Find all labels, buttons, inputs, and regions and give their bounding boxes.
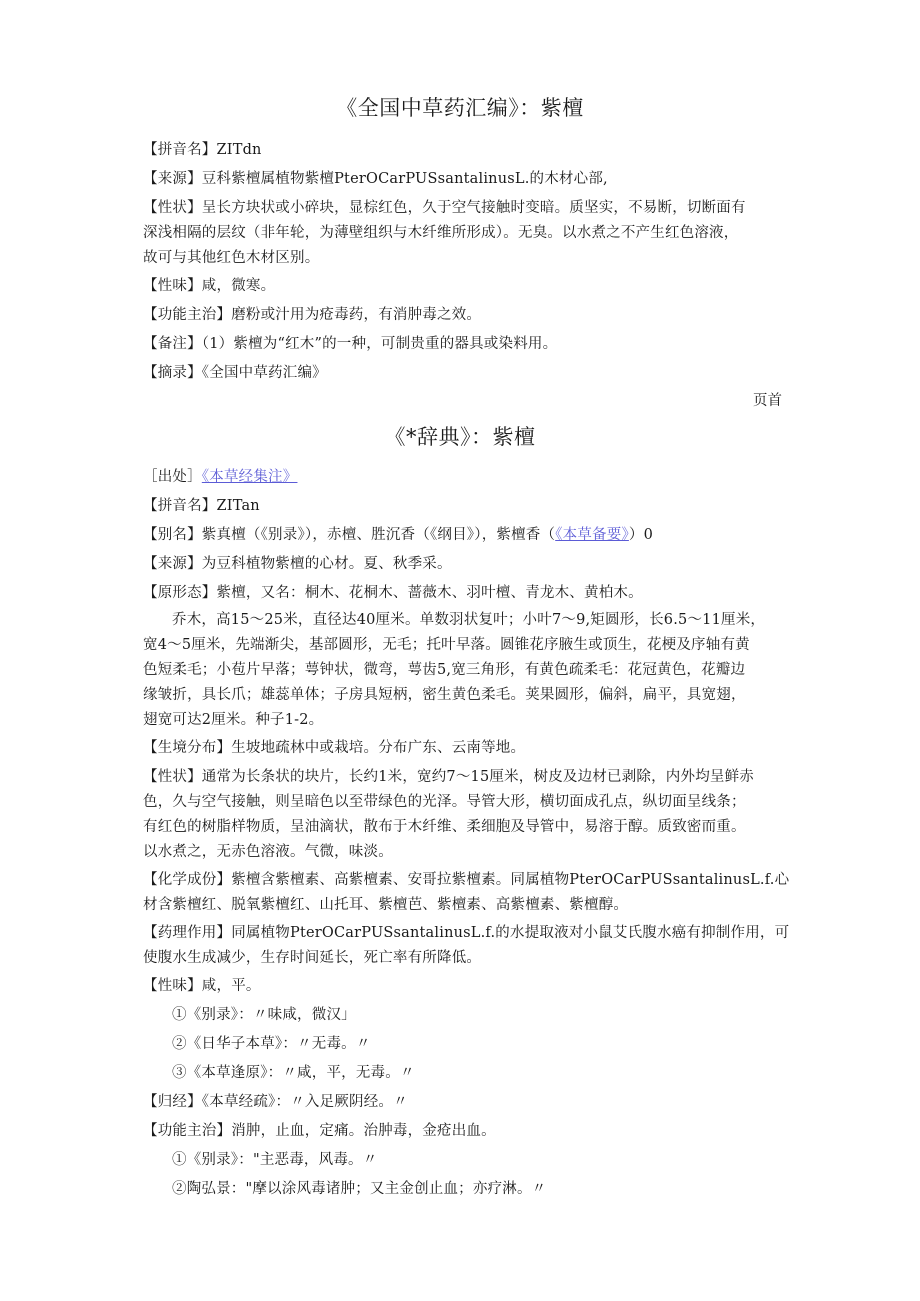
section-1-title: 《全国中草药汇编》：紫檀 [336, 96, 584, 120]
s2-morphology-3: 色短柔毛；小苞片早落；萼钟状，微弯，萼齿5,宽三角形，有黄色疏柔毛：花冠黄色，花瓣边 [143, 662, 746, 678]
s2-habitat: 【生境分布】生坡地疏林中或栽培。分布广东、云南等地。 [143, 740, 526, 756]
page-top-link[interactable]: 页首 [753, 393, 782, 409]
s2-alias-link[interactable]: 《本草备要》 [555, 527, 629, 543]
s2-pharmacology-1: 【药理作用】同属植物PterOCarPUSsantalinusL.f.的水提取液对小鼠艾氏腹水癌有抑制作用，可 [143, 925, 790, 941]
s1-pinyin: 【拼音名】ZITdn [143, 142, 262, 158]
s2-source-prefix: ［出处］ [143, 469, 202, 485]
s1-source: 【来源】豆科紫檀属植物紫檀PterOCarPUSsantalinusL.的木材心部, [143, 171, 608, 187]
s2-origin: 【来源】为豆科植物紫檀的心材。夏、秋季采。 [143, 556, 452, 572]
s2-morphology-4: 缘皱折，具长爪；雄蕊单体；子房具短柄，密生黄色柔毛。荚果圆形，偏斜，扁平，具宽翅， [143, 687, 746, 703]
s2-morphology-head: 【原形态】紫檀，又名：桐木、花桐木、蔷薇木、羽叶檀、青龙木、黄柏木。 [143, 585, 643, 601]
s1-remark: 【备注】（1）紫檀为“红木”的一种，可制贵重的器具或染料用。 [143, 336, 558, 352]
s2-source-link[interactable]: 《本草经集注》 [201, 469, 298, 485]
s1-function: 【功能主治】磨粉或汁用为疮毒药，有消肿毒之效。 [143, 307, 482, 323]
s2-character-4: 以水煮之，无赤色溶液。气微，味淡。 [143, 844, 393, 860]
s2-alias [143, 523, 653, 544]
s2-pharmacology-2: 使腹水生成减少，生存时间延长，死亡率有所降低。 [143, 950, 482, 966]
s2-morphology-5: 翅宽可达2厘米。种子1-2。 [143, 712, 324, 728]
s2-morphology-2: 宽4～5厘米，先端渐尖，基部圆形，无毛；托叶早落。圆锥花序腋生或顶生，花梗及序轴有黄 [143, 637, 750, 653]
s1-appearance-1: 【性状】呈长方块状或小碎块，显棕红色，久于空气接触时变暗。质坚实，不易断，切断面有 [143, 200, 746, 216]
s2-character-1: 【性状】通常为长条状的块片，长约1米，宽约7～15厘米，树皮及边材已剥除，内外均呈鲜赤 [143, 769, 754, 785]
s2-taste-quote-3: ③《本草逢原》：〃咸，平，无毒。〃 [172, 1065, 415, 1081]
s2-character-2: 色，久与空气接触，则呈暗色以至带绿色的光泽。导管大形，横切面成孔点，纵切面呈线条； [143, 794, 746, 810]
s2-morphology-1: 乔木，高15～25米，直径达40厘米。单数羽状复叶；小叶7～9,矩圆形，长6.5～11厘米， [172, 612, 766, 628]
s2-function-quote-2: ②陶弘景："摩以涂风毒诸肿；又主金创止血；亦疗淋。〃 [172, 1181, 547, 1197]
s1-taste: 【性味】咸，微寒。 [143, 278, 276, 294]
s2-alias-before: 【别名】紫真檀（《别录》），赤檀、胜沉香（《纲目》），紫檀香（ [143, 527, 556, 543]
s2-chemistry-2: 材含紫檀红、脱氧紫檀红、山托耳、紫檀芭、紫檀素、高紫檀素、紫檀醇。 [143, 897, 629, 913]
s1-excerpt: 【摘录】《全国中草药汇编》 [143, 365, 327, 381]
s1-appearance-3: 故可与其他红色木材区别。 [143, 250, 320, 266]
s2-taste: 【性味】咸，平。 [143, 978, 261, 994]
s2-function: 【功能主治】消肿，止血，定痛。治肿毒，金疮出血。 [143, 1123, 496, 1139]
s2-chemistry-1: 【化学成份】紫檀含紫檀素、高紫檀素、安哥拉紫檀素。同属植物PterOCarPUSsantalinusL.f.心 [143, 872, 790, 888]
s2-meridian: 【归经】《本草经疏》：〃入足厥阴经。〃 [143, 1094, 408, 1110]
s2-pinyin: 【拼音名】ZITan [143, 498, 260, 514]
section-2-title: 《*辞典》：紫檀 [384, 425, 536, 449]
s2-taste-quote-1: ①《别录》：〃味咸，微汉」 [172, 1007, 356, 1023]
s2-taste-quote-2: ②《日华子本草》：〃无毒。〃 [172, 1036, 371, 1052]
s1-appearance-2: 深浅相隔的层纹（非年轮，为薄壁组织与木纤维所形成）。无臭。以水煮之不产生红色溶液， [143, 225, 739, 241]
s2-character-3: 有红色的树脂样物质，呈油滴状，散布于木纤维、柔细胞及导管中，易溶于醇。质致密而重。 [143, 819, 746, 835]
s2-alias-after: ）0 [628, 527, 654, 543]
s2-source [143, 465, 297, 486]
s2-function-quote-1: ①《别录》："主恶毒，风毒。〃 [172, 1152, 378, 1168]
